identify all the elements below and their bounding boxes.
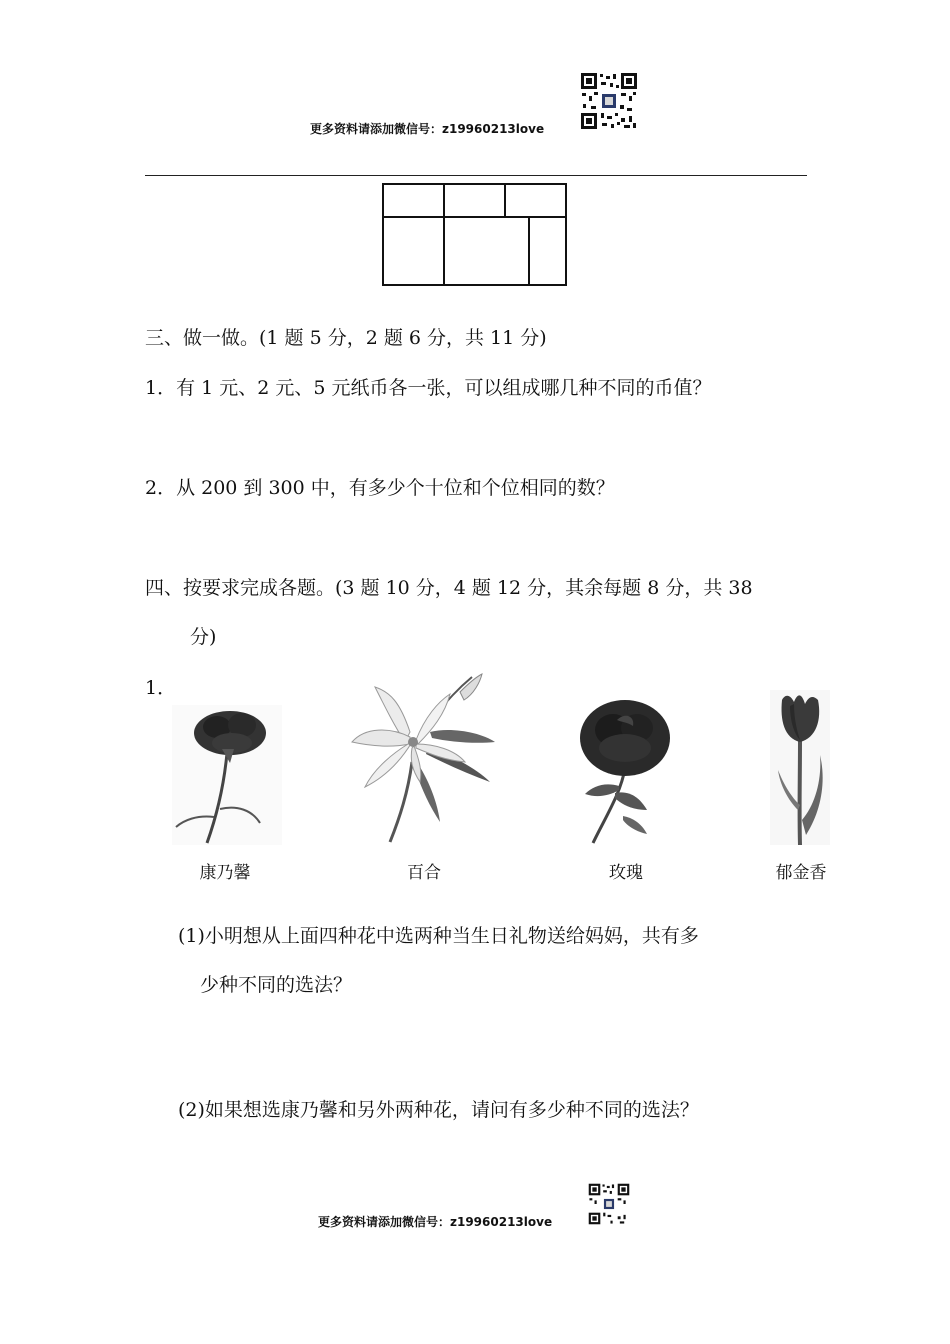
qr-code-icon (588, 1183, 630, 1225)
section-3-question-2: 2．从 200 到 300 中，有多少个十位和个位相同的数？ (145, 477, 615, 499)
header-promo-text: 更多资料请添加微信号：z19960213love (310, 122, 545, 136)
rose-icon (575, 698, 675, 844)
flower-caption: 康乃馨 (199, 863, 251, 883)
rectangle-division-figure (382, 183, 568, 291)
qr-code-icon (580, 72, 638, 130)
rose-image (575, 698, 675, 844)
tulip-icon (770, 690, 830, 845)
header-qr-code (580, 72, 638, 130)
carnation-icon (172, 705, 282, 845)
header-divider (145, 175, 807, 176)
footer-qr-code (588, 1183, 630, 1225)
section-4-subquestion-1: (1)小明想从上面四种花中选两种当生日礼物送给妈妈，共有多 (178, 925, 699, 947)
section-3-question-1: 1．有 1 元、2 元、5 元纸币各一张，可以组成哪几种不同的币值？ (145, 377, 712, 399)
lily-image (350, 672, 498, 844)
tulip-image (770, 690, 830, 845)
section-4-subquestion-2: (2)如果想选康乃馨和另外两种花，请问有多少种不同的选法？ (178, 1099, 699, 1121)
section-4-title: 四、按要求完成各题。(3 题 10 分，4 题 12 分，其余每题 8 分，共 38 (145, 577, 753, 599)
section-4-question-1-label: 1． (145, 677, 177, 699)
carnation-image (172, 705, 282, 845)
flower-caption: 郁金香 (775, 863, 827, 883)
flower-caption: 玫瑰 (609, 863, 643, 883)
footer-promo-text: 更多资料请添加微信号：z19960213love (318, 1215, 553, 1229)
lily-icon (350, 672, 498, 844)
section-4-subquestion-1-continuation: 少种不同的选法？ (200, 974, 353, 996)
section-3-title: 三、做一做。(1 题 5 分，2 题 6 分，共 11 分) (145, 327, 547, 349)
flower-caption: 百合 (407, 863, 441, 883)
section-4-title-continuation: 分) (190, 626, 217, 648)
